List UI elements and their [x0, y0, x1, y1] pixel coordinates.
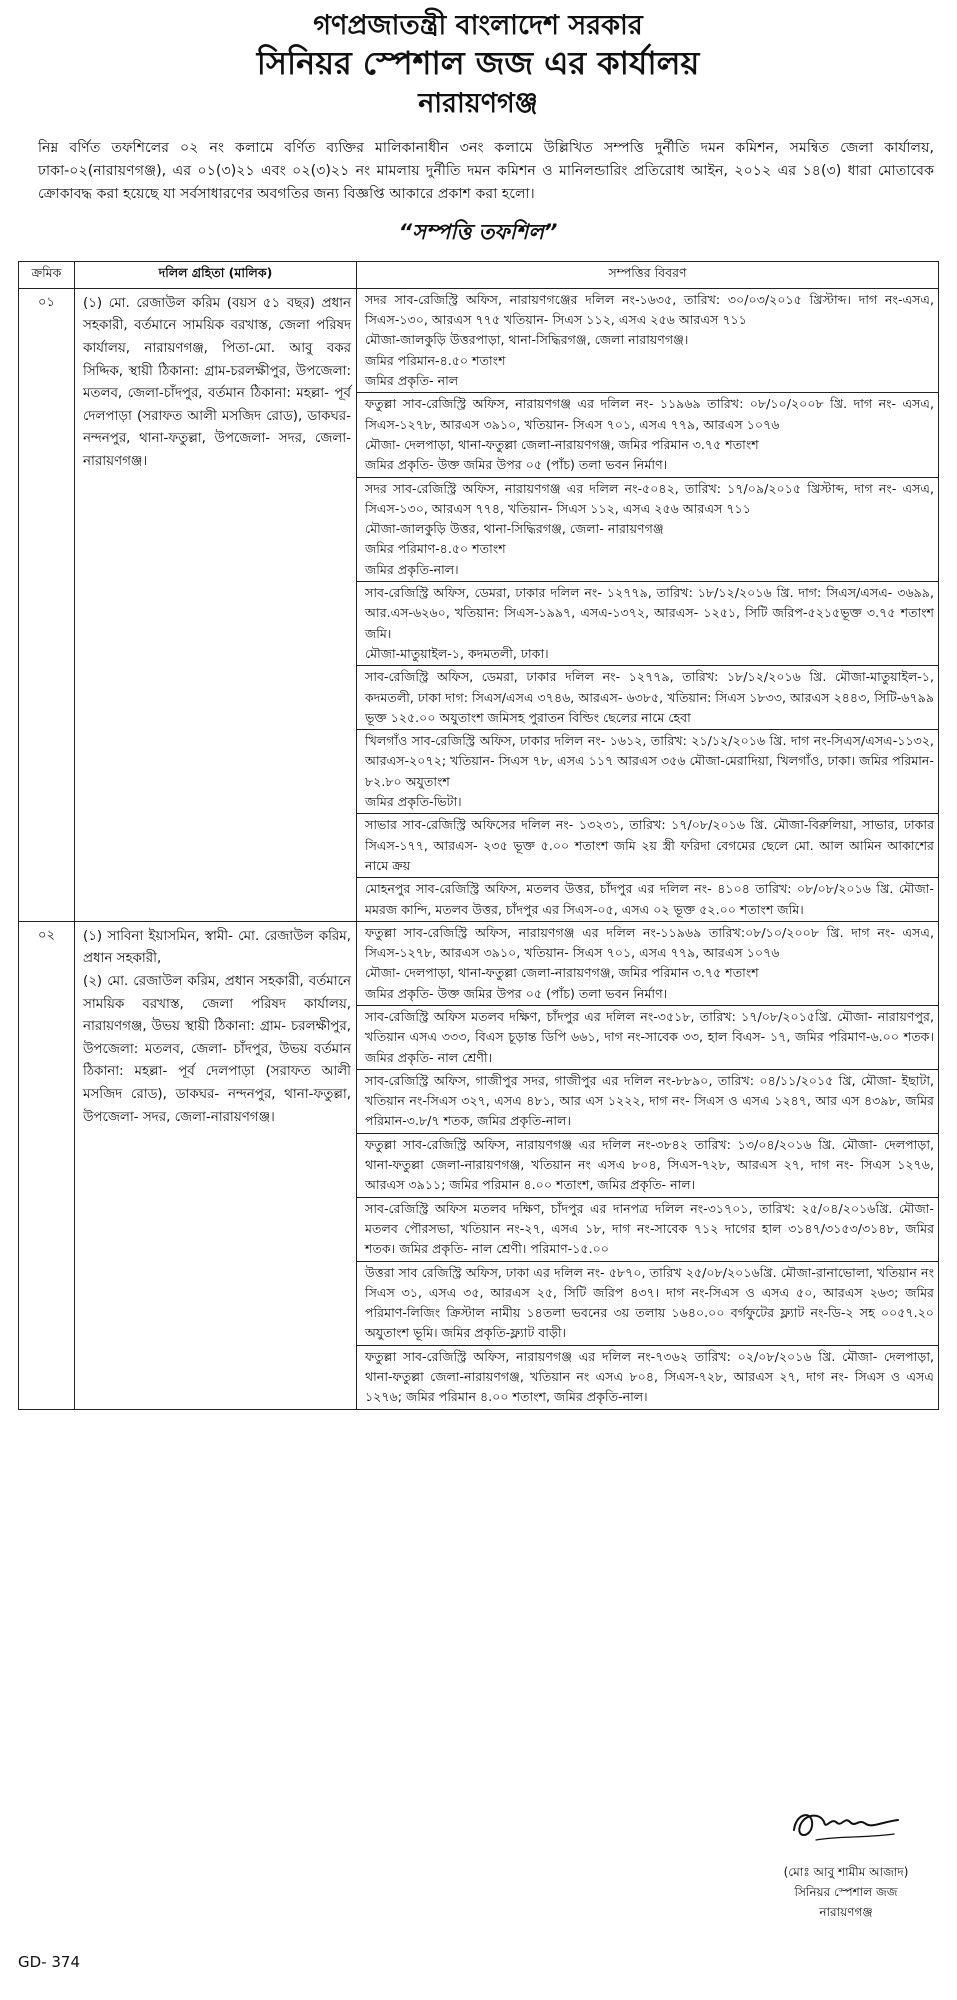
table-body — [19, 288, 939, 1409]
serial-header: ক্রমিক — [19, 261, 75, 288]
property-line: মোহনপুর সাব-রেজিস্ট্রি অফিস, মতলব উত্তর, চাঁদপুর এর দলিল নং- ৪১০৪ তারিখ: ০৮/০৮/২০১৬ খ্রি. মৌজা-মমরজ কান্দি, মতলব উত্তর, চাঁদপুর এর সিএস-০৫, এসএ ০২ ভূক্ত ৫২.০০ শতাংশ জমি। — [365, 881, 934, 917]
property-entry — [357, 1262, 938, 1346]
signature-block — [751, 1800, 941, 1922]
property-entry — [357, 814, 938, 878]
property-line: জমির পরিমান-৪.৫০ শতাংশ — [365, 352, 506, 368]
owner-entry: (১) মো. রেজাউল করিম (বয়স ৫১ বছর) প্রধান সহকারী, বর্তমানে সাময়িক বরখাস্ত, জেলা পরিষদ কার্যালয়, নারায়ণগঞ্জ, পিতা-মো. আবু বকর সিদ্দিক, স্থায়ী ঠিকানা: গ্রাম-চরলক্ষীপুর, উপজেলা: মতলব, জেলা-চাঁদপুর, বর্তমান ঠিকানা: মহল্লা- পূর্ব দেলপাড়া (সরাফত আলী মসজিদ রোড), ডাকঘর- নন্দনপুর, থানা-ফতুল্লা, উপজেলা- সদর, জেলা-নারায়ণগঞ্জ। — [83, 295, 351, 470]
property-line: জমির পরিমাণ-৪.৫০ শতাংশ — [365, 541, 506, 557]
serial-cell: ০১ — [19, 288, 75, 921]
property-line: মৌজা- দেলপাড়া, থানা-ফতুল্লা জেলা-নারায়ণগঞ্জ, জমির পরিমান ৩.৭৫ শতাংশ — [365, 436, 759, 452]
property-line: সাব-রেজিস্ট্রি অফিস, ডেমরা, ঢাকার দলিল নং- ১২৭৭৯, তারিখ: ১৮/১২/২০১৬ খ্রি. মৌজা-মাতুয়াইল-১, কদমতলী, ঢাকা দাগ: সিএস/এসএ ৩৭৪৬, আরএস- ৬৩৮৫, খতিয়ান: সিএস ১৮৩৩, আরএস ২৪৪৩, সিটি-৬৭৯৯ ভূক্ত ১২৫.০০ অযুতাংশ জমিসহ পুরাতন বিল্ডিং ছেলের নামে হেবা — [365, 669, 934, 725]
property-line: ফতুল্লা সাব-রেজিস্ট্রি অফিস, নারায়ণগঞ্জ এর দলিল নং- ১১৯৬৯ তারিখ: ০৮/১০/২০০৮ খ্রি. দাগ নং- এসএ, সিএস-১২৭৮, আরএস ৩৯১০, খতিয়ান- সিএস ৭০১, এসএ ৭৭৯, আরএস ১০৭৬ — [365, 396, 934, 432]
property-entry — [357, 582, 938, 666]
property-line: সাভার সাব-রেজিস্ট্রি অফিসের দলিল নং- ১৩২৩১, তারিখ: ১৭/০৮/২০১৬ খ্রি. মৌজা-বিরুলিয়া, সাভার, ঢাকার সিএস-১৭৭, আরএস- ২৩৫ ভূক্ত ৫.০০ শতাংশ জমি ২য় স্ত্রী ফরিদা বেগমের ছেলে মো. আল আমিন আকাশের নামে ক্রয় — [365, 817, 934, 873]
owner-entry: (২) মো. রেজাউল করিম, প্রধান সহকারী, বর্তমানে সাময়িক বরখাস্ত, জেলা পরিষদ কার্যালয়, নারায়ণগঞ্জ, উভয় স্থায়ী ঠিকানা: গ্রাম- চরলক্ষীপুর, উপজেলা: মতলব, জেলা- চাঁদপুর, উভয় বর্তমান ঠিকানা: মহল্লা- পূর্ব দেলপাড়া (সরাফত আলী মসজিদ রোড), ডাকঘর- নন্দনপুর, থানা-ফতুল্লা, উপজেলা- সদর, জেলা-নারায়ণগঞ্জ। — [83, 973, 351, 1125]
property-entry — [357, 878, 938, 921]
property-schedule-table — [18, 261, 939, 1410]
table-row — [19, 921, 939, 1409]
property-line: মৌজা-মাতুয়াইল-১, কদমতলী, ঢাকা। — [365, 645, 549, 661]
property-line: জমির প্রকৃতি- নাল — [365, 373, 459, 389]
signatory-place: নারায়ণগঞ্জ — [819, 1905, 873, 1919]
property-entry — [357, 478, 938, 582]
office-title: সিনিয়র স্পেশাল জজ এর কার্যালয় — [256, 44, 700, 83]
property-entry — [357, 393, 938, 477]
property-entry — [357, 1346, 938, 1409]
property-entry — [357, 730, 938, 814]
notice-intro: নিম্ন বর্ণিত তফশিলের ০২ নং কলামে বর্ণিত ব্যক্তির মালিকানাধীন ৩নং কলামে উল্লিখিত সম্পত্তি দুর্নীতি দমন কমিশন, সমন্বিত জেলা কার্যালয়, ঢাকা-০২(নারায়ণগঞ্জ), এর ০১(৩)২১ এবং ০২(৩)২১ নং মামলায় দুর্নীতি দমন কমিশন ও মানিলন্ডারিং প্রতিরোধ আইন, ২০১২ এর ১৪(৩) ধারা মোতাবেক ক্রোকাবদ্ধ করা হয়েছে যা সর্বসাধারণের অবগতির জন্য বিজ্ঞপ্তি আকারে প্রকাশ করা হলো। — [38, 139, 934, 202]
gd-code: GD- 374 — [18, 1953, 80, 1971]
property-line: সাব-রেজিস্ট্রি অফিস, ডেমরা, ঢাকার দলিল নং- ১২৭৭৯, তারিখ: ১৮/১২/২০১৬ খ্রি. দাগ: সিএস/এসএ- ৩৬৯৯, আর.এস-৬২৬০, খতিয়ান: সিএস-১৯৯৭, এসএ-১৩৭২, আরএস- ১২৫১, সিটি জরিপ-৫২১৫ভূক্ত ৩.৭৫ শতাংশ জমি। — [365, 585, 934, 641]
property-line: সাব-রেজিস্ট্রি অফিস মতলব দক্ষিণ, চাঁদপুর এর দলিল নং-৩৫১৮, তারিখ: ১৭/০৮/২০১৫খ্রি. মৌজা- নারায়ণপুর, খতিয়ান এসএ ৩৩৩, বিএস চূড়ান্ত ডিপি ৬৬১, দাগ নং-সাবেক ৩৩, হাল বিএস- ১৭, জমির পরিমাণ-৬.০০ শতক। জমির প্রকৃতি- নাল শ্রেণী। — [365, 1008, 934, 1065]
property-line: সাব-রেজিস্ট্রি অফিস, গাজীপুর সদর, গাজীপুর এর দলিল নং-৮৮৯০, তারিখ: ০৪/১১/২০১৫ খ্রি, মৌজা- ইছাটা, খতিয়ান নং-সিএস ৩২৭, এসএ ৪৮১, আর এস ১২২২, দাগ নং- সিএস ও এসএ ১২৪৭, আর এস ৪৩৯৮, জমির পরিমান-৩.৮/৭ শতক, জমির প্রকৃতি-নাল। — [365, 1072, 934, 1129]
property-line: ফতুল্লা সাব-রেজিস্ট্রি অফিস, নারায়ণগঞ্জ এর দলিল নং-১১৯৬৯ তারিখ:০৮/১০/২০০৮ খ্রি. দাগ নং- এসএ, সিএস-১২৭৮, আরএস ৩৯১০, খতিয়ান- সিএস ৭০১, এসএ ৭৭৯, আরএস ১০৭৬ — [365, 924, 934, 961]
serial-cell: ০২ — [19, 921, 75, 1409]
property-entry — [357, 289, 938, 393]
property-line: উত্তরা সাব রেজিস্ট্রি অফিস, ঢাকা এর দলিল নং- ৫৮৭০, তারিখ ২৫/০৮/২০১৬খ্রি. মৌজা-রানাভোলা, খতিয়ান নং সিএস ৩১, এসএ ৩৫, আরএস ২৫, সিটি জরিপ ৪৩৭। দাগ নং-সিএস ও এসএ ৫০, আরএস ২৬৩; জমির পরিমাণ-লিজিং ক্রিস্টাল নামীয় ১৪তলা ভবনের ৩য় তলায় ১৬৪০.০০ বর্গফুটের ফ্ল্যাট নং-ডি-২ সহ ০০৫৭.২০ অযুতাংশ ভূমি। জমির প্রকৃতি-ফ্ল্যাট বাড়ী। — [365, 1264, 934, 1341]
district-title: নারায়ণগঞ্জ — [418, 87, 538, 119]
property-line: ফতুল্লা সাব-রেজিস্ট্রি অফিস, নারায়ণগঞ্জ এর দলিল নং-৭৩৬২ তারিখ: ০২/০৮/২০১৬ খ্রি. মৌজা- দেলপাড়া, থানা-ফতুল্লা জেলা-নারায়ণগঞ্জ, খতিয়ান নং এসএ ৮০৪, সিএস-৭২৮, আরএস ২৭, দাগ নং- সিএস ও এসএ ১২৭৬; জমির পরিমান ৪.০০ শতাংশ, জমির প্রকৃতি-নাল। — [365, 1348, 934, 1405]
property-line: সদর সাব-রেজিস্ট্রি অফিস, নারায়ণগঞ্জের দলিল নং-১৬৩৫, তারিখ: ৩০/০৩/২০১৫ খ্রিস্টাব্দ। দাগ নং-এসএ, সিএস-১৩০, আরএস ৭৭৫ খতিয়ান- সিএস ১১২, এসএ ২৫৬ আরএস ৭১১ — [365, 291, 934, 328]
owner-cell — [75, 921, 357, 1409]
property-header: সম্পত্তির বিবরণ — [357, 261, 939, 288]
property-line: মৌজা-জালকুড়ি উত্তর, থানা-সিদ্ধিরগঞ্জ, জেলা- নারায়ণগঞ্জ — [365, 521, 664, 537]
property-line: জমির প্রকৃতি-নাল। — [365, 561, 459, 577]
owner-header: দলিল গ্রহিতা (মালিক) — [75, 261, 357, 288]
property-line: জমির প্রকৃতি- উক্ত জমির উপর ০৫ (পাঁচ) তলা ভবন নির্মাণ। — [365, 985, 668, 1001]
notice-page — [18, 0, 938, 1410]
government-title: গণপ্রজাতন্ত্রী বাংলাদেশ সরকার — [313, 10, 643, 41]
property-line: মৌজা-জালকুড়ি উত্তরপাড়া, থানা-সিদ্ধিরগঞ্জ, জেলা নারায়ণগঞ্জ। — [365, 332, 689, 348]
signature-mark — [786, 1800, 906, 1848]
property-entry — [357, 1070, 938, 1134]
property-cell — [357, 288, 939, 921]
property-entry — [357, 1006, 938, 1070]
property-entry — [357, 666, 938, 730]
property-entry — [357, 922, 938, 1006]
property-line: সাব-রেজিস্ট্রি অফিস মতলব দক্ষিণ, চাঁদপুর এর দানপত্র দলিল নং-৩১৭০১, তারিখ: ২৫/০৪/২০১৬খ্রি. মৌজা-মতলব পৌরসভা, খতিয়ান নং-২৭, এসএ ১৮, দাগ নং-সাবেক ৭১২ দাগের হাল ৩১৪৭/৩১৫৩/৩১৪৮, জমির শতক। জমির প্রকৃতি- নাল শ্রেণী। পরিমাণ-১৫.০০ — [365, 1200, 934, 1257]
owner-cell — [75, 288, 357, 921]
property-line: জমির প্রকৃতি- উক্ত জমির উপর ০৫ (পাঁচ) তলা ভবন নির্মাণ। — [365, 457, 668, 473]
table-header-row — [19, 261, 939, 288]
property-line: সদর সাব-রেজিস্ট্রি অফিস, নারায়ণগঞ্জ এর দলিল নং-৫০৪২, তারিখ: ১৭/০৯/২০১৫ খ্রিস্টাব্দ, দাগ নং- এসএ, সিএস-১৩০, আরএস ৭৭৪, খতিয়ান- সিএস ১১২, এসএ ২৫৬ আরএস ৭১১ — [365, 480, 934, 516]
signatory-title: সিনিয়র স্পেশাল জজ — [794, 1885, 898, 1899]
property-entry — [357, 1134, 938, 1198]
table-row — [19, 288, 939, 921]
property-line: জমির প্রকৃতি-ভিটা। — [365, 794, 462, 810]
property-line: মৌজা- দেলপাড়া, থানা-ফতুল্লা জেলা-নারায়ণগঞ্জ, জমির পরিমান ৩.৭৫ শতাংশ — [365, 965, 759, 981]
schedule-title: “সম্পত্তি তফশিল” — [398, 219, 558, 244]
property-entry — [357, 1198, 938, 1262]
owner-entry: (১) সাবিনা ইয়াসমিন, স্বামী- মো. রেজাউল করিম, প্রধান সহকারী, — [83, 928, 351, 967]
signatory-name: (মোঃ আবু শামীম আজাদ) — [783, 1865, 909, 1879]
property-line: খিলগাঁও সাব-রেজিস্ট্রি অফিস, ঢাকার দলিল নং- ১৬১২, তারিখ: ২১/১২/২০১৬ খ্রি. দাগ নং-সিএস/এসএ-১১৩২, আরএস-২০৭২; খতিয়ান- সিএস ৭৮, এসএ ১১৭ আরএস ৩৫৬ মৌজা-মেরাদিয়া, খিলগাঁও, ঢাকা। জমির পরিমান- ৮২.৮০ অযুতাংশ — [365, 733, 934, 789]
property-line: ফতুল্লা সাব-রেজিস্ট্রি অফিস, নারায়ণগঞ্জ এর দলিল নং-৩৮৪২ তারিখ: ১৩/০৪/২০১৬ খ্রি. মৌজা- দেলপাড়া, থানা-ফতুল্লা জেলা-নারায়ণগঞ্জ, খতিয়ান নং এসএ ৮০৪, সিএস-৭২৮, আরএস ২৭, দাগ নং- সিএস ১২৭৬, আরএস ৩৯১১; জমির পরিমান ৪.০০ শতাংশ, জমির প্রকৃতি- নাল। — [365, 1136, 934, 1193]
property-cell — [357, 921, 939, 1409]
